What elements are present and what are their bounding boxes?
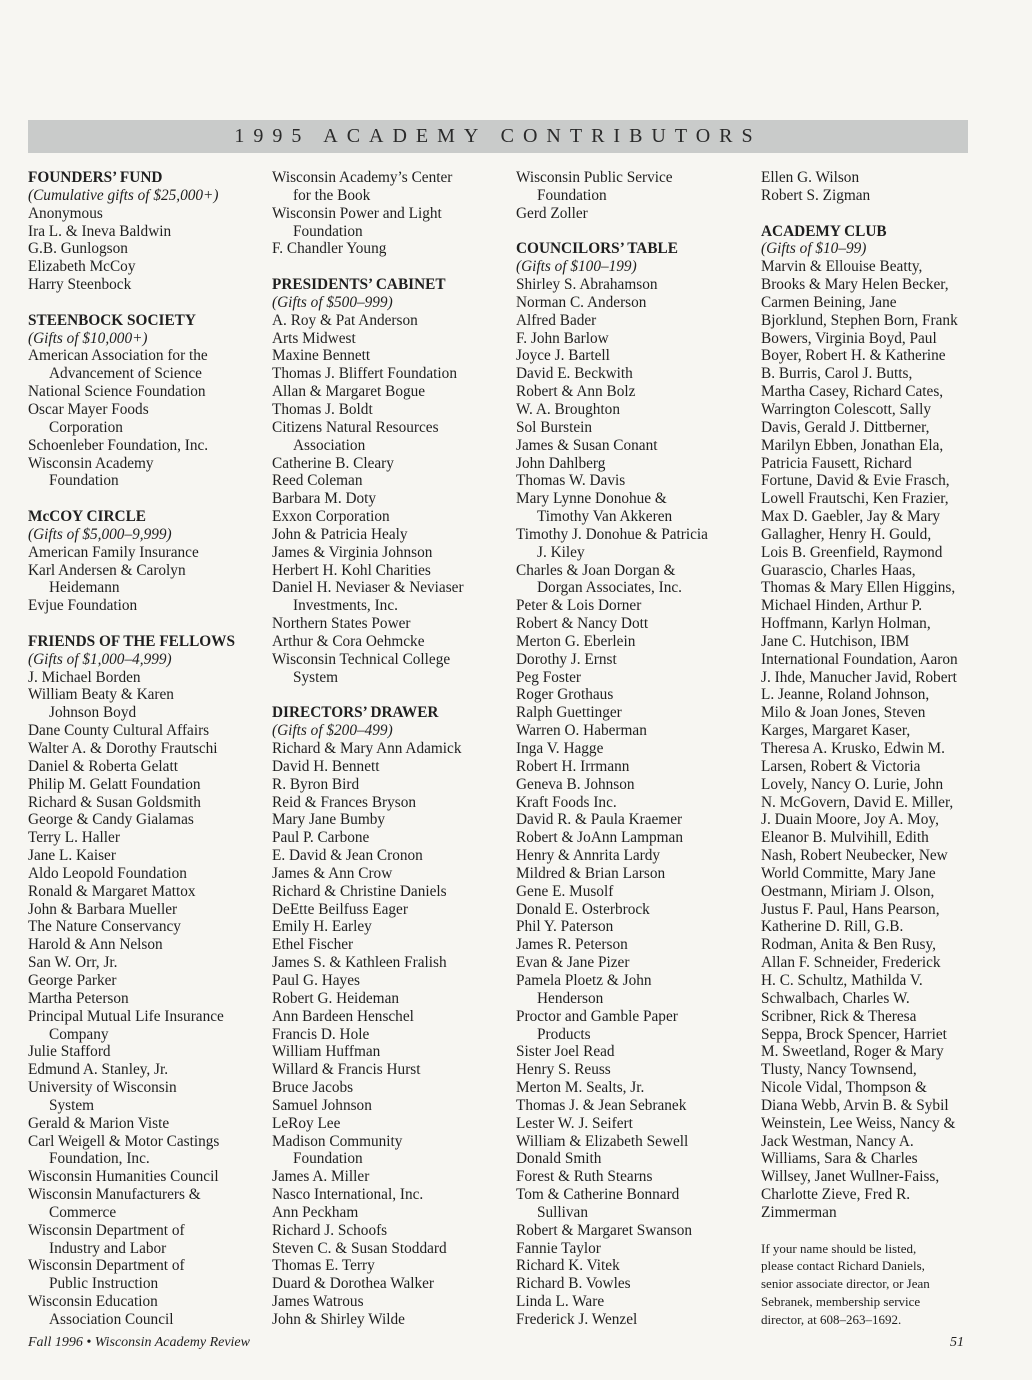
contributor-entry: Richard & Christine Daniels [272, 882, 447, 900]
contributor-entry: Richard & Mary Ann Adamick [272, 740, 462, 757]
contributor-entry: Lois B. Greenfield, Raymond [761, 543, 943, 561]
contributor-entry-continued: Heidemann [49, 579, 120, 597]
contributor-entry: Bowers, Virginia Boyd, Paul [761, 329, 937, 347]
contributor-entry: Duard & Dorothea Walker [272, 1275, 435, 1293]
contributor-entry: E. David & Jean Cronon [272, 847, 423, 865]
contributor-entry: William Beaty & Karen [28, 686, 174, 704]
spacer [761, 205, 976, 223]
contributor-entry: Allan & Margaret Bogue [272, 383, 426, 401]
contributor-entry: Davis, Gerald J. Dittberner, [761, 418, 930, 436]
contributor-entry: Pamela Ploetz & John [516, 971, 652, 989]
section-heading: ACADEMY CLUB [761, 222, 887, 240]
contributor-entry: Kraft Foods Inc. [516, 793, 617, 811]
contributor-entry: Phil Y. Paterson [516, 918, 614, 936]
contributor-entry: Wisconsin Academy’s Center [272, 169, 453, 186]
contributor-entry: William & Elizabeth Sewell [516, 1132, 689, 1150]
gift-range-label: (Cumulative gifts of $25,000+) [28, 186, 219, 204]
contributor-entry: Allan F. Schneider, Frederick [761, 954, 941, 972]
contributor-entry: Robert & Margaret Swanson [516, 1221, 693, 1239]
contributor-entry-continued: J. Kiley [537, 543, 585, 561]
contributor-entry: Charles & Joan Dorgan & [516, 561, 676, 579]
contributor-entry: Gene E. Musolf [516, 882, 614, 900]
contributor-entry: Carl Weigell & Motor Castings [28, 1132, 220, 1150]
contributor-entry: Wisconsin Public Service [516, 169, 673, 186]
contributor-entry: Robert & Nancy Dott [516, 615, 649, 633]
contributor-entry: Warren O. Haberman [516, 722, 647, 740]
spacer [761, 1222, 976, 1240]
contributor-entry: Marilyn Ebben, Jonathan Ela, [761, 436, 944, 454]
contributor-entry: Tom & Catherine Bonnard [516, 1186, 680, 1204]
contributor-entry: Ellen G. Wilson [761, 169, 860, 186]
contributor-entry-continued: Timothy Van Akkeren [537, 508, 673, 526]
section-heading: McCOY CIRCLE [28, 508, 146, 526]
contributor-entry: James & Virginia Johnson [272, 543, 433, 561]
contributor-entry: Scribner, Rick & Theresa [761, 1007, 917, 1025]
contributor-entry: David E. Beckwith [516, 365, 633, 383]
contributor-entry: Ethel Fischer [272, 936, 354, 954]
contributor-entry: H. C. Schultz, Mathilda V. [761, 971, 923, 989]
contributor-entry: Oestmann, Miriam J. Olson, [761, 882, 935, 900]
contributors-column-1 [28, 169, 268, 1329]
contributor-entry: World Committe, Mary Jane [761, 864, 936, 882]
contributor-entry: Warrington Colescott, Sally [761, 400, 931, 418]
title-banner [28, 120, 968, 153]
contributor-entry: William Huffman [272, 1043, 381, 1061]
contributor-entry: Justus F. Paul, Hans Pearson, [761, 900, 940, 918]
contributor-entry: Marvin & Ellouise Beatty, [761, 258, 923, 276]
contributor-entry: Donald Smith [516, 1150, 602, 1168]
contributor-entry: Sol Burstein [516, 418, 593, 436]
contributor-entry: R. Byron Bird [272, 775, 360, 793]
contributor-entry: Wisconsin Humanities Council [28, 1168, 219, 1186]
contributor-entry: Evjue Foundation [28, 597, 138, 615]
contributor-entry: James A. Miller [272, 1168, 370, 1186]
gift-range-label: (Gifts of $200–499) [272, 722, 393, 740]
contributor-entry: George & Candy Gialamas [28, 811, 194, 829]
contributor-entry: Boyer, Robert H. & Katherine [761, 347, 946, 365]
contributor-entry: F. Chandler Young [272, 240, 387, 258]
gift-range-label: (Gifts of $10,000+) [28, 329, 148, 347]
contact-note-line: If your name should be listed, [761, 1240, 917, 1256]
contributor-entry: J. Duain Moore, Joy A. Moy, [761, 811, 939, 829]
contributor-entry: Robert & Ann Bolz [516, 383, 636, 401]
contributor-entry: Wisconsin Department of [28, 1221, 185, 1239]
contributor-entry: Richard K. Vitek [516, 1257, 620, 1275]
gift-range-label: (Gifts of $100–199) [516, 258, 637, 276]
contributor-entry: Robert H. Irrmann [516, 757, 630, 775]
contributor-entry: San W. Orr, Jr. [28, 954, 118, 972]
contributor-entry: Linda L. Ware [516, 1293, 605, 1311]
contributor-entry: Robert S. Zigman [761, 186, 871, 204]
contributor-entry: Edmund A. Stanley, Jr. [28, 1061, 169, 1079]
contributor-entry-continued: System [49, 1096, 95, 1114]
contributor-entry: James Watrous [272, 1293, 364, 1311]
contributor-entry: Nash, Robert Neubecker, New [761, 847, 948, 865]
contributor-entry: Joyce J. Bartell [516, 347, 610, 365]
gift-range-label: (Gifts of $500–999) [272, 293, 393, 311]
contributor-entry: L. Jeanne, Roland Johnson, [761, 686, 930, 704]
contributor-entry: Willard & Francis Hurst [272, 1061, 421, 1079]
contributor-entry-continued: Investments, Inc. [293, 597, 398, 615]
contributor-entry: Merton G. Eberlein [516, 632, 636, 650]
contributor-entry: Julie Stafford [28, 1043, 111, 1061]
contributor-entry-continued: Dorgan Associates, Inc. [537, 579, 683, 597]
contributor-entry: Peg Foster [516, 668, 582, 686]
contributor-entry-continued: Henderson [537, 989, 604, 1007]
gift-range-label: (Gifts of $10–99) [761, 240, 867, 258]
contributor-entry: Thomas & Mary Ellen Higgins, [761, 579, 956, 597]
contributor-entry-continued: Sullivan [537, 1203, 588, 1221]
contributor-entry: Forest & Ruth Stearns [516, 1168, 653, 1186]
contributor-entry: DeEtte Beilfuss Eager [272, 900, 408, 918]
spacer [272, 258, 512, 276]
contributor-entry: Thomas J. & Jean Sebranek [516, 1096, 687, 1114]
contributor-entry: Lowell Frautschi, Ken Frazier, [761, 490, 949, 508]
contributor-entry: James & Susan Conant [516, 436, 658, 454]
contributor-entry: Weinstein, Lee Weiss, Nancy & [761, 1114, 956, 1132]
issue-footer: Fall 1996 • Wisconsin Academy Review [28, 1335, 250, 1350]
contributor-entry: David H. Bennett [272, 757, 380, 775]
contributor-entry-continued: System [293, 668, 339, 686]
contributor-entry: National Science Foundation [28, 383, 206, 401]
contributor-entry: J. Ihde, Manucher Javid, Robert [761, 668, 957, 686]
contributor-entry-continued: Foundation [293, 222, 363, 240]
contributor-entry: Catherine B. Cleary [272, 454, 394, 472]
contributor-entry: Schoenleber Foundation, Inc. [28, 436, 209, 454]
contributor-entry: John Dahlberg [516, 454, 606, 472]
contributor-entry: John & Patricia Healy [272, 525, 408, 543]
spacer [28, 490, 268, 508]
contributor-entry: Nasco International, Inc. [272, 1186, 424, 1204]
contributor-entry-continued: Johnson Boyd [49, 704, 137, 722]
contributor-entry: Walter A. & Dorothy Frautschi [28, 740, 218, 757]
contributor-entry: Daniel & Roberta Gelatt [28, 757, 178, 775]
contributor-entry: Exxon Corporation [272, 508, 390, 526]
contributor-entry: Wisconsin Power and Light [272, 204, 442, 222]
contributor-entry: Terry L. Haller [28, 829, 120, 847]
contributor-entry: Michael Hinden, Arthur P. [761, 597, 923, 615]
contributor-entry: Nicole Vidal, Thompson & [761, 1079, 927, 1097]
contributor-entry: B. Burris, Carol J. Butts, [761, 365, 913, 383]
contributor-entry: Richard J. Schoofs [272, 1221, 388, 1239]
contributor-entry: John & Barbara Mueller [28, 900, 178, 918]
contributor-entry: George Parker [28, 971, 117, 989]
contributor-entry: W. A. Broughton [516, 400, 620, 418]
contributor-entry: Karl Andersen & Carolyn [28, 561, 186, 579]
section-heading: FRIENDS OF THE FELLOWS [28, 632, 235, 650]
contributor-entry: Martha Peterson [28, 989, 129, 1007]
contributor-entry: Philip M. Gelatt Foundation [28, 775, 201, 793]
contributor-entry: Patricia Fausett, Richard [761, 454, 912, 472]
contributor-entry: Katherine D. Rill, G.B. [761, 918, 904, 936]
contributor-entry-continued: Advancement of Science [49, 365, 202, 383]
contributor-entry-continued: Public Instruction [49, 1275, 159, 1293]
contributor-entry: Alfred Bader [516, 311, 597, 329]
contributor-entry: Lester W. J. Seifert [516, 1114, 633, 1132]
contributor-entry: Mildred & Brian Larson [516, 864, 666, 882]
contributor-entry: M. Sweetland, Roger & Mary [761, 1043, 944, 1061]
page-title: 1995 ACADEMY CONTRIBUTORS [234, 125, 762, 147]
contributor-entry-continued: Foundation [537, 186, 607, 204]
contributor-entry-continued: Corporation [49, 418, 123, 436]
contributor-entry: International Foundation, Aaron [761, 650, 958, 668]
contributor-entry: Oscar Mayer Foods [28, 400, 149, 418]
contributor-entry: Reid & Frances Bryson [272, 793, 417, 811]
contributor-entry: Ann Peckham [272, 1203, 359, 1221]
contributor-entry: Harold & Ann Nelson [28, 936, 163, 954]
contact-note-line: please contact Richard Daniels, [761, 1258, 925, 1274]
contributor-entry: James R. Peterson [516, 936, 628, 954]
contributor-entry: Richard & Susan Goldsmith [28, 793, 201, 811]
contributor-entry: Frederick J. Wenzel [516, 1311, 638, 1328]
contributor-entry: Citizens Natural Resources [272, 418, 439, 436]
contributor-entry-continued: Company [49, 1025, 109, 1043]
gift-range-label: (Gifts of $5,000–9,999) [28, 525, 172, 543]
contributor-entry: Merton M. Sealts, Jr. [516, 1079, 645, 1097]
contributor-entry: Williams, Sara & Charles [761, 1150, 918, 1168]
contributor-entry: Seppa, Brock Spencer, Harriet [761, 1025, 947, 1043]
contributor-entry: Hoffmann, Karlyn Holman, [761, 615, 931, 633]
contributor-entry: Larsen, Robert & Victoria [761, 757, 921, 775]
contributor-entry: The Nature Conservancy [28, 918, 181, 936]
contributor-entry-continued: Industry and Labor [49, 1239, 167, 1257]
contributor-entry: Donald E. Osterbrock [516, 900, 650, 918]
page-number: 51 [950, 1335, 964, 1350]
contributor-entry: Theresa A. Krusko, Edwin M. [761, 740, 945, 757]
contributor-entry: Max D. Gaebler, Jay & Mary [761, 508, 941, 526]
gift-range-label: (Gifts of $1,000–4,999) [28, 650, 172, 668]
contributor-entry: F. John Barlow [516, 329, 609, 347]
contributor-entry: Sister Joel Read [516, 1043, 615, 1061]
contributor-entry: Thomas J. Boldt [272, 400, 373, 418]
contributor-entry-continued: Association [293, 436, 366, 454]
contributor-entry: Richard B. Vowles [516, 1275, 631, 1293]
contributor-entry: John & Shirley Wilde [272, 1311, 405, 1328]
contributor-entry: Wisconsin Manufacturers & [28, 1186, 201, 1204]
contact-note-line: senior associate director, or Jean [761, 1276, 930, 1292]
contributor-entry: Zimmerman [761, 1203, 837, 1221]
contributor-entry: Shirley S. Abrahamson [516, 276, 658, 294]
contributor-entry: Henry S. Reuss [516, 1061, 611, 1079]
contributor-entry: Charlotte Zieve, Fred R. [761, 1186, 911, 1204]
contributor-entry: Proctor and Gamble Paper [516, 1007, 678, 1025]
contributor-entry: Roger Grothaus [516, 686, 614, 704]
contributor-entry: Eleanor B. Mulvihill, Edith [761, 829, 929, 847]
contributor-entry: Martha Casey, Richard Cates, [761, 383, 944, 401]
contributor-entry: Daniel H. Neviaser & Neviaser [272, 579, 464, 597]
contributor-entry: American Association for the [28, 347, 208, 365]
contributor-entry: Timothy J. Donohue & Patricia [516, 525, 708, 543]
contributor-entry: Mary Jane Bumby [272, 811, 386, 829]
contributor-entry: American Family Insurance [28, 543, 199, 561]
contact-note-line: Sebranek, membership service [761, 1294, 921, 1310]
contributor-entry: Wisconsin Academy [28, 454, 154, 472]
contributor-entry: Diana Webb, Arvin B. & Sybil [761, 1096, 949, 1114]
contributor-entry: Elizabeth McCoy [28, 258, 136, 276]
spacer [28, 615, 268, 633]
contributor-entry: Evan & Jane Pizer [516, 954, 630, 972]
contributor-entry: Principal Mutual Life Insurance [28, 1007, 224, 1025]
contributor-entry: Wisconsin Education [28, 1293, 158, 1311]
contributor-entry: Emily H. Earley [272, 918, 372, 936]
contributor-entry: G.B. Gunlogson [28, 240, 128, 258]
contributor-entry-continued: Foundation [49, 472, 119, 490]
contributor-entry: Jack Westman, Nancy A. [761, 1132, 914, 1150]
contributor-entry: Guarascio, Charles Haas, [761, 561, 916, 579]
contributor-entry: Norman C. Anderson [516, 293, 647, 311]
contributor-entry: Peter & Lois Dorner [516, 597, 642, 615]
contributors-column-2 [272, 169, 512, 1329]
contributor-entry: Madison Community [272, 1132, 403, 1150]
contributor-entry: Francis D. Hole [272, 1025, 370, 1043]
section-heading: STEENBOCK SOCIETY [28, 311, 196, 329]
contributor-entry: Wisconsin Technical College [272, 650, 451, 668]
section-heading: DIRECTORS’ DRAWER [272, 704, 439, 722]
contributor-entry: Karges, Margaret Kaser, [761, 722, 911, 740]
contributor-entry: David R. & Paula Kraemer [516, 811, 683, 829]
contributor-entry-continued: Foundation, Inc. [49, 1150, 150, 1168]
section-heading: PRESIDENTS’ CABINET [272, 276, 446, 294]
contributor-entry: Barbara M. Doty [272, 490, 377, 508]
contributor-entry: Dane County Cultural Affairs [28, 722, 210, 740]
contributor-entry: Henry & Annrita Lardy [516, 847, 661, 865]
contributor-entry: Gerd Zoller [516, 204, 588, 222]
contributor-entry: Tlusty, Nancy Townsend, [761, 1061, 917, 1079]
contributor-entry: N. McGovern, David E. Miller, [761, 793, 954, 811]
contributor-entry: Paul G. Hayes [272, 971, 360, 989]
contributor-entry: Arts Midwest [272, 329, 356, 347]
contributor-entry: Harry Steenbock [28, 276, 132, 294]
contributor-entry: J. Michael Borden [28, 668, 141, 686]
contributor-entry: Jane L. Kaiser [28, 847, 116, 865]
contributor-entry: Northern States Power [272, 615, 411, 633]
contributor-entry: Carmen Beining, Jane [761, 293, 897, 311]
contributor-entry: Schwalbach, Charles W. [761, 989, 910, 1007]
contributor-entry: Robert G. Heideman [272, 989, 400, 1007]
contributor-entry: Ronald & Margaret Mattox [28, 882, 196, 900]
contributor-entry: Lovely, Nancy O. Lurie, John [761, 775, 944, 793]
contributor-entry-continued: Association Council [49, 1311, 174, 1328]
contributor-entry: Willsey, Janet Wullner-Faiss, [761, 1168, 940, 1186]
contributor-entry: Rodman, Anita & Ben Rusy, [761, 936, 936, 954]
contributor-entry-continued: Products [537, 1025, 591, 1043]
section-heading: COUNCILORS’ TABLE [516, 240, 678, 258]
contributor-entry: Inga V. Hagge [516, 740, 604, 757]
contributor-entry: LeRoy Lee [272, 1114, 341, 1132]
contributor-entry: Steven C. & Susan Stoddard [272, 1239, 447, 1257]
contributor-entry: Thomas J. Bliffert Foundation [272, 365, 457, 383]
contributor-entry: Arthur & Cora Oehmcke [272, 632, 425, 650]
contributor-entry: Milo & Joan Jones, Steven [761, 704, 926, 722]
spacer [28, 294, 268, 312]
contributor-entry: Anonymous [28, 204, 103, 222]
contributor-entry: Herbert H. Kohl Charities [272, 561, 431, 579]
contributor-entry: A. Roy & Pat Anderson [272, 311, 418, 329]
contributor-entry: Thomas W. Davis [516, 472, 626, 490]
section-heading: FOUNDERS’ FUND [28, 169, 163, 186]
contributor-entry: Robert & JoAnn Lampman [516, 829, 683, 847]
contact-note-line: director, at 608–263–1692. [761, 1312, 902, 1327]
contributor-entry: Gerald & Marion Viste [28, 1114, 170, 1132]
contributor-entry: Fannie Taylor [516, 1239, 601, 1257]
contributor-entry: Paul P. Carbone [272, 829, 370, 847]
contributor-entry-continued: Commerce [49, 1203, 117, 1221]
contributor-entry: Samuel Johnson [272, 1096, 372, 1114]
contributor-entry: Mary Lynne Donohue & [516, 490, 667, 508]
contributor-entry: Dorothy J. Ernst [516, 650, 617, 668]
contributor-entry: Bruce Jacobs [272, 1079, 354, 1097]
contributor-entry: Aldo Leopold Foundation [28, 864, 187, 882]
contributors-column-3 [516, 169, 756, 1329]
contributor-entry: Wisconsin Department of [28, 1257, 185, 1275]
contributor-entry: Maxine Bennett [272, 347, 371, 365]
contributor-entry-continued: for the Book [293, 186, 371, 204]
contributor-entry: Gallagher, Henry H. Gould, [761, 525, 932, 543]
spacer [516, 223, 756, 241]
contributor-entry: Geneva B. Johnson [516, 775, 635, 793]
contributor-entry: Bjorklund, Stephen Born, Frank [761, 311, 958, 329]
contributor-entry: Ira L. & Ineva Baldwin [28, 222, 172, 240]
contributor-entry: University of Wisconsin [28, 1079, 177, 1097]
contributor-entry: Ralph Guettinger [516, 704, 622, 722]
contributor-entry: Reed Coleman [272, 472, 363, 490]
contributor-entry-continued: Foundation [293, 1150, 363, 1168]
contributor-entry: James S. & Kathleen Fralish [272, 954, 447, 972]
spacer [272, 686, 512, 704]
contributors-column-4 [761, 169, 976, 1329]
contributor-entry: Brooks & Mary Helen Becker, [761, 276, 949, 294]
contributor-entry: Jane C. Hutchison, IBM [761, 632, 910, 650]
contributor-entry: Thomas E. Terry [272, 1257, 375, 1275]
contributor-entry: James & Ann Crow [272, 864, 393, 882]
contributor-entry: Ann Bardeen Henschel [272, 1007, 414, 1025]
contributor-entry: Fortune, David & Evie Frasch, [761, 472, 950, 490]
